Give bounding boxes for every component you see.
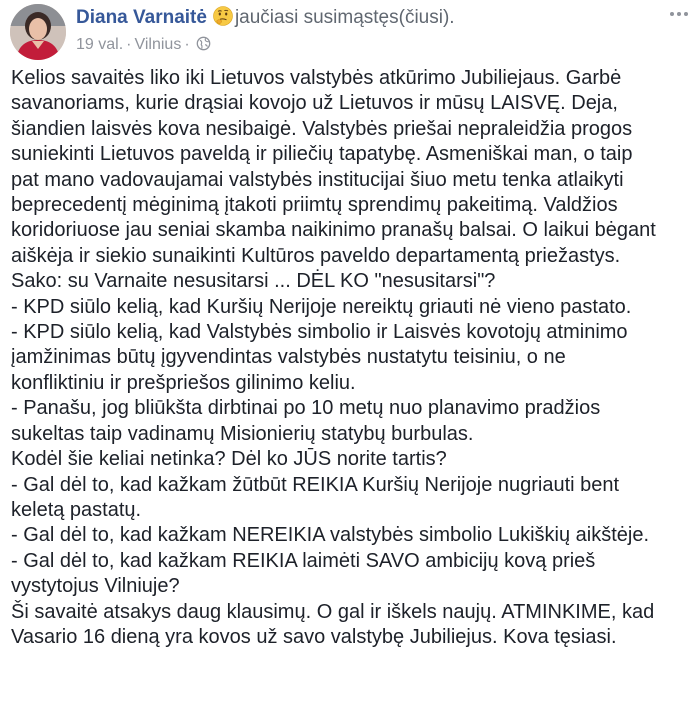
post-text-line: - KPD siūlo kelią, kad Valstybės simbolio ir Laisvės kovotojų atminimo [11, 321, 628, 344]
post-text-line: pat mano vadovaujamai valstybės institucijai šiuo metu tenka atlaikyti [11, 168, 624, 191]
post-text-line: Kodėl šie keliai netinka? Dėl ko JŪS norite tartis? [11, 448, 447, 471]
post-body [11, 66, 695, 650]
post-text-line: - KPD siūlo kelią, kad Kuršių Nerijoje nereiktų griauti nė vieno pastato. [11, 295, 632, 318]
post-text-line: beprecedentį mėginimą įtakoti priimtų sprendimų pakeitimą. Valdžios [11, 194, 618, 217]
thinking-face-icon [213, 6, 233, 26]
globe-icon[interactable] [196, 36, 211, 51]
meta-separator: · [126, 36, 132, 53]
more-options-icon[interactable] [668, 6, 690, 22]
post-text-line: - Panašu, jog bliūkšta dirbtinai po 10 metų nuo planavimo pradžios [11, 397, 601, 420]
post-text-line: vystytojus Vilniuje? [11, 575, 180, 598]
post-text-line: - Gal dėl to, kad kažkam REIKIA laimėti SAVO ambicijų kovą prieš [11, 549, 596, 572]
post-timestamp[interactable]: 19 val. [76, 36, 124, 53]
post-title-line [76, 6, 455, 30]
post-text-line: Ši savaitė atsakys daug klausimų. O gal ir iškels naujų. ATMINKIME, kad [11, 600, 655, 623]
post-meta [76, 35, 211, 55]
post-text-line: Vasario 16 dieną yra kovos už savo valstybę Jubiliejus. Kova tęsiasi. [11, 625, 617, 648]
post-location[interactable]: Vilnius [134, 36, 182, 53]
post-text-line: sukeltas taip vadinamų Misionierių statybų burbulas. [11, 422, 474, 445]
post-text-line: - Gal dėl to, kad kažkam NEREIKIA valstybės simbolio Lukiškių aikštėje. [11, 524, 650, 547]
post-text-line: įamžinimas būtų įgyvendintas valstybės nustatytu teisiniu, o ne [11, 346, 566, 369]
feeling-text: jaučiasi susimąstęs(čiusi). [234, 7, 455, 28]
post-text-line: šiandien laisvės kova nesibaigė. Valstybės priešai nepraleidžia progos [11, 117, 633, 140]
post-text-line: savanoriams, kurie drąsiai kovojo už Lietuvos ir mūsų LAISVĘ. Deja, [11, 92, 618, 115]
post-header [10, 4, 690, 60]
post-text-line: - Gal dėl to, kad kažkam žūtbūt REIKIA Kuršių Nerijoje nugriauti bent [11, 473, 620, 496]
author-avatar[interactable] [10, 4, 66, 60]
post-text-line: koridoriuose jau seniai skamba naikinimo pranašų balsai. O laikui bėgant [11, 219, 656, 242]
post-text-line: konfliktiniu ir prešpriešos gilinimo keliu. [11, 371, 356, 394]
post-text-line: Sako: su Varnaite nesusitarsi ... DĖL KO "nesusitarsi"? [11, 270, 496, 293]
meta-separator: · [184, 36, 190, 53]
author-name[interactable]: Diana Varnaitė [76, 7, 207, 28]
post-text-line: keletą pastatų. [11, 498, 142, 521]
post-text-line: suniekinti Lietuvos paveldą ir piliečių tapatybę. Asmeniškai man, o taip [11, 143, 633, 166]
menu-dot [684, 12, 688, 16]
menu-dot [670, 12, 674, 16]
menu-dot [677, 12, 681, 16]
post-text-line: aiškėja ir siekio sunaikinti Kultūros paveldo departamentą priežastys. [11, 244, 621, 267]
post-text-line: Kelios savaitės liko iki Lietuvos valstybės atkūrimo Jubiliejaus. Garbė [11, 67, 622, 89]
